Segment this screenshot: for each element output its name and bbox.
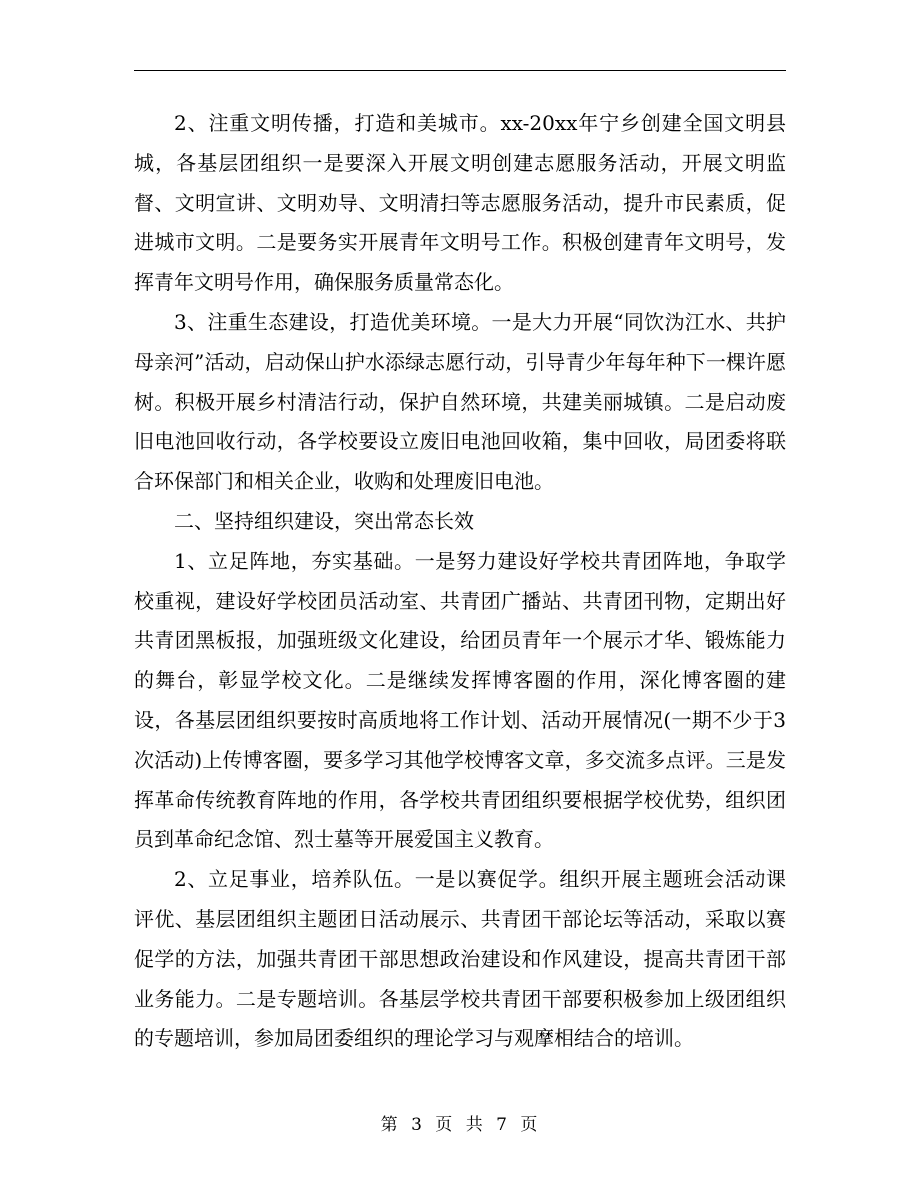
document-body [134, 104, 786, 1059]
section-heading: 二、坚持组织建设，突出常态长效 [174, 508, 474, 533]
paragraph-training: 2、立足事业，培养队伍。一是以赛促学。组织开展主题班会活动课评优、基层团组织主题团日活动展示、共青团干部论坛等活动，采取以赛促学的方法，加强共青团干部思想政治建设和作风建设，提高共青团干部业务能力。二是专题培训。各基层学校共青团干部要积极参加上级团组织的专题培训，参加局团委组织的理论学习与观摩相结合的培训。 [134, 867, 786, 1051]
paragraph-ecology: 3、注重生态建设，打造优美环境。一是大力开展“同饮沩江水、共护母亲河”活动，启动保山护水添绿志愿行动，引导青少年每年种下一棵许愿树。积极开展乡村清洁行动，保护自然环境，共建美丽城镇。二是启动废旧电池回收行动，各学校要设立废旧电池回收箱，集中回收，局团委将联合环保部门和相关企业，收购和处理废旧电池。 [134, 309, 786, 494]
page-number: 第 3 页 共 7 页 [380, 1115, 540, 1135]
paragraph-foundation: 1、立足阵地，夯实基础。一是努力建设好学校共青团阵地，争取学校重视，建设好学校团员活动室、共青团广播站、共青团刊物，定期出好共青团黑板报，加强班级文化建设，给团员青年一个展示才华、锻炼能力的舞台，彰显学校文化。二是继续发挥博客圈的作用，深化博客圈的建设，各基层团组织要按时高质地将工作计划、活动开展情况(一期不少于3次活动)上传博客圈，要多学习其他学校博客文章，多交流多点评。三是发挥革命传统教育阵地的作用，各学校共青团组织要根据学校优势，组织团员到革命纪念馆、烈士墓等开展爱国主义教育。 [134, 548, 786, 852]
paragraph-civilization: 2、注重文明传播，打造和美城市。xx-20xx年宁乡创建全国文明县城，各基层团组织一是要深入开展文明创建志愿服务活动，开展文明监督、文明宣讲、文明劝导、文明清扫等志愿服务活动，提升市民素质，促进城市文明。二是要务实开展青年文明号工作。积极创建青年文明号，发挥青年文明号作用，确保服务质量常态化。 [134, 111, 786, 295]
header-rule [134, 70, 786, 71]
